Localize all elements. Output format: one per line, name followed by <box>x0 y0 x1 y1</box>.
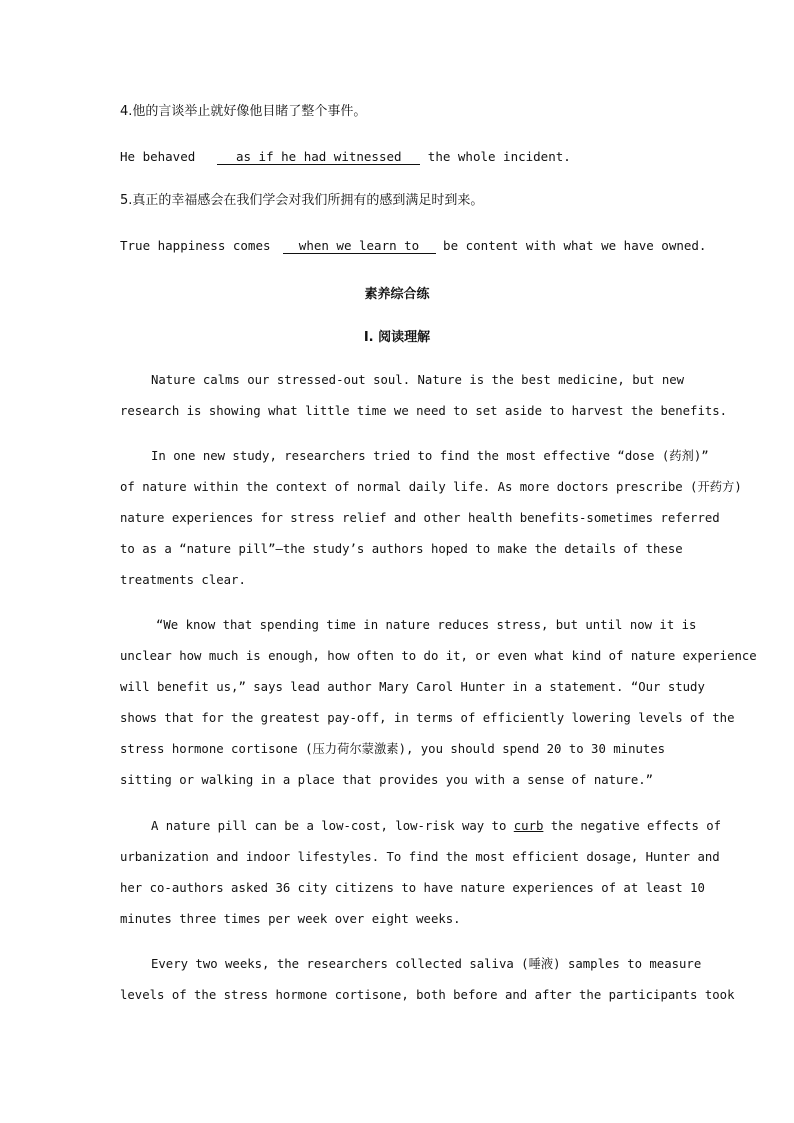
passage-line: levels of the stress hormone cortisone, both before and after the participants took <box>120 988 735 1002</box>
passage-line: urbanization and indoor lifestyles. To find the most efficient dosage, Hunter and <box>120 850 720 864</box>
passage-paragraph-3 <box>120 617 757 803</box>
item4-after: the whole incident. <box>427 149 571 164</box>
passage-line: unclear how much is enough, how often to do it, or even what kind of nature experience <box>120 649 757 663</box>
passage-line: minutes three times per week over eight weeks. <box>120 912 461 926</box>
item5-answer-blank: when we learn to <box>283 239 436 254</box>
passage-line: “We know that spending time in nature reduces stress, but until now it is <box>156 618 697 632</box>
item4-sentence <box>120 149 674 165</box>
passage-line: to as a “nature pill”—the study’s authors hoped to make the details of these <box>120 542 683 556</box>
passage-paragraph-4 <box>120 818 722 942</box>
item5-after: be content with what we have owned. <box>443 238 707 253</box>
section-title: 素养综合练 <box>364 287 430 302</box>
passage-line: of nature within the context of normal daily life. As more doctors prescribe (开药方) <box>120 480 742 494</box>
underlined-word: curb <box>513 819 544 833</box>
item4-prompt: 4.他的言谈举止就好像他目睹了整个事件。 <box>120 104 367 119</box>
passage-line: Nature calms our stressed-out soul. Nature is the best medicine, but new <box>151 373 685 387</box>
item4-answer-blank: as if he had witnessed <box>217 150 420 165</box>
passage-text: A nature pill can be a low-cost, low-risk way to <box>151 819 514 833</box>
passage-line <box>120 818 722 849</box>
passage-line: treatments clear. <box>120 573 246 587</box>
passage-line: sitting or walking in a place that provides you with a sense of nature.” <box>120 773 654 787</box>
passage-line: Every two weeks, the researchers collected saliva (唾液) samples to measure <box>151 957 702 971</box>
item5-before: True happiness comes <box>120 238 271 253</box>
passage-paragraph-2 <box>120 448 742 603</box>
passage-line: research is showing what little time we need to set aside to harvest the benefits. <box>120 404 728 418</box>
passage-line: stress hormone cortisone (压力荷尔蒙激素), you should spend 20 to 30 minutes <box>120 742 666 756</box>
item5-prompt: 5.真正的幸福感会在我们学会对我们所拥有的感到满足时到来。 <box>120 193 484 208</box>
passage-line: shows that for the greatest pay-off, in terms of efficiently lowering levels of the <box>120 711 735 725</box>
passage-line: will benefit us,” says lead author Mary Carol Hunter in a statement. “Our study <box>120 680 705 694</box>
passage-text: the negative effects of <box>543 819 722 833</box>
item5-sentence <box>120 238 707 254</box>
passage-line: nature experiences for stress relief and other health benefits-sometimes referred <box>120 511 720 525</box>
passage-paragraph-5 <box>120 956 735 1018</box>
passage-line: her co-authors asked 36 city citizens to have nature experiences of at least 10 <box>120 881 705 895</box>
passage-paragraph-1 <box>120 372 728 434</box>
part-title: Ⅰ. 阅读理解 <box>363 330 431 345</box>
item4-before: He behaved <box>120 149 196 164</box>
passage-line: In one new study, researchers tried to find the most effective “dose (药剂)” <box>151 449 709 463</box>
